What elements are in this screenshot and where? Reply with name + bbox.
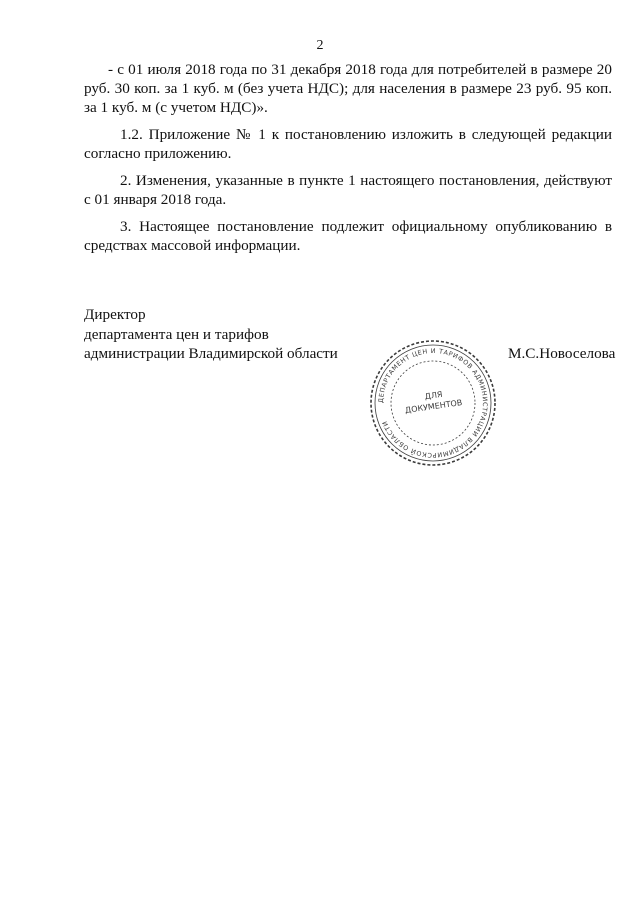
paragraph-tariff-period: - с 01 июля 2018 года по 31 декабря 2018 года для потребителей в размере 20 руб. 30 коп. за 1 куб. м (без учета НДС); для населения в размере 23 руб. 95 коп. за 1 куб. м (с учетом НДС)». (84, 61, 612, 116)
signer-name: М.С.Новоселова (508, 345, 616, 362)
signer-title-line: Директор (84, 306, 146, 323)
document-body (84, 60, 612, 263)
paragraph-publication: 3. Настоящее постановление подлежит официальному опубликованию в средствах массовой информации. (84, 218, 612, 254)
stamp-inner-line: ДЛЯ (424, 389, 444, 402)
official-stamp (368, 338, 498, 468)
paragraph-appendix: 1.2. Приложение № 1 к постановлению изложить в следующей редакции согласно приложению. (84, 126, 612, 162)
page-number: 2 (316, 38, 324, 53)
signer-title-line: администрации Владимирской области (84, 345, 338, 362)
signer-title-line: департамента цен и тарифов (84, 325, 269, 343)
stamp-inner-line: ДОКУМЕНТОВ (404, 398, 463, 415)
paragraph-effective-date: 2. Изменения, указанные в пункте 1 настоящего постановления, действуют с 01 января 2018 года. (84, 172, 612, 208)
stamp-ring-text: ДЕПАРТАМЕНТ ЦЕН И ТАРИФОВ АДМИНИСТРАЦИИ ВЛАДИМИРСКОЙ ОБЛАСТИ (376, 346, 490, 460)
signer-title-block (84, 305, 338, 364)
